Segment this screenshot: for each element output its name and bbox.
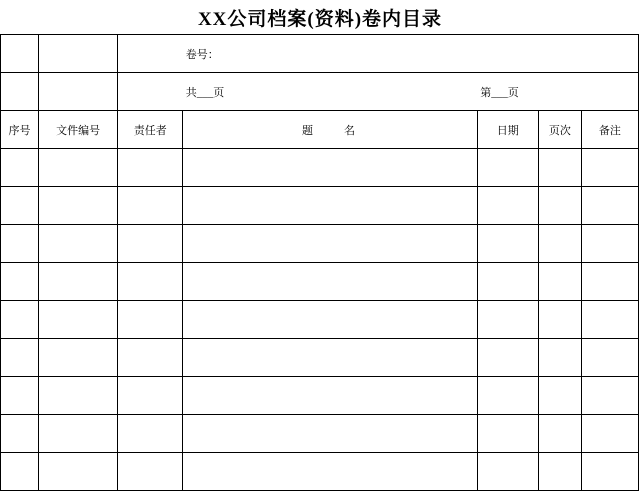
cell-seq[interactable] <box>1 187 39 225</box>
cell-remark[interactable] <box>581 301 638 339</box>
meta-cell-blank-1 <box>1 35 39 73</box>
meta2-cell-blank-5 <box>581 73 638 111</box>
cell-doc-no[interactable] <box>39 225 118 263</box>
cell-doc-no[interactable] <box>39 149 118 187</box>
header-title: 题 名 <box>183 111 477 149</box>
cell-owner[interactable] <box>118 377 183 415</box>
meta-cell-blank-2 <box>39 35 118 73</box>
cell-remark[interactable] <box>581 453 638 491</box>
cell-remark[interactable] <box>581 225 638 263</box>
cell-page[interactable] <box>538 339 581 377</box>
cell-date[interactable] <box>477 339 538 377</box>
cell-page[interactable] <box>538 301 581 339</box>
cell-seq[interactable] <box>1 377 39 415</box>
table-header-row <box>1 111 639 149</box>
cell-doc-no[interactable] <box>39 301 118 339</box>
cell-seq[interactable] <box>1 453 39 491</box>
cell-page[interactable] <box>538 225 581 263</box>
total-pages-label: 共___页 <box>183 73 477 111</box>
table-row[interactable] <box>1 377 639 415</box>
cell-seq[interactable] <box>1 301 39 339</box>
cell-date[interactable] <box>477 415 538 453</box>
table-row[interactable] <box>1 263 639 301</box>
table-row[interactable] <box>1 339 639 377</box>
header-date: 日期 <box>477 111 538 149</box>
cell-owner[interactable] <box>118 453 183 491</box>
meta-cell-blank-5 <box>538 35 581 73</box>
cell-page[interactable] <box>538 149 581 187</box>
cell-remark[interactable] <box>581 149 638 187</box>
meta-cell-blank-6 <box>581 35 638 73</box>
title-bar <box>0 0 640 34</box>
cell-remark[interactable] <box>581 187 638 225</box>
cell-seq[interactable] <box>1 149 39 187</box>
cell-date[interactable] <box>477 149 538 187</box>
cell-page[interactable] <box>538 187 581 225</box>
cell-date[interactable] <box>477 453 538 491</box>
cell-doc-no[interactable] <box>39 453 118 491</box>
cell-doc-no[interactable] <box>39 377 118 415</box>
cell-title[interactable] <box>183 263 477 301</box>
meta-row-volume <box>1 35 639 73</box>
cell-date[interactable] <box>477 187 538 225</box>
cell-remark[interactable] <box>581 339 638 377</box>
cell-doc-no[interactable] <box>39 339 118 377</box>
cell-owner[interactable] <box>118 149 183 187</box>
meta-cell-blank-3 <box>118 35 183 73</box>
cell-title[interactable] <box>183 415 477 453</box>
cell-date[interactable] <box>477 301 538 339</box>
cell-doc-no[interactable] <box>39 415 118 453</box>
table-row[interactable] <box>1 225 639 263</box>
table-row[interactable] <box>1 187 639 225</box>
cell-seq[interactable] <box>1 263 39 301</box>
cell-title[interactable] <box>183 225 477 263</box>
cell-page[interactable] <box>538 377 581 415</box>
table-row[interactable] <box>1 149 639 187</box>
page-title: XX公司档案(资料)卷内目录 <box>197 8 443 30</box>
header-owner: 责任者 <box>118 111 183 149</box>
header-doc-no: 文件编号 <box>39 111 118 149</box>
cell-title[interactable] <box>183 377 477 415</box>
header-remark: 备注 <box>581 111 638 149</box>
meta-cell-blank-4 <box>477 35 538 73</box>
cell-remark[interactable] <box>581 415 638 453</box>
cell-seq[interactable] <box>1 415 39 453</box>
cell-remark[interactable] <box>581 377 638 415</box>
meta-row-pages <box>1 73 639 111</box>
cell-seq[interactable] <box>1 225 39 263</box>
cell-doc-no[interactable] <box>39 263 118 301</box>
archive-index-table <box>0 34 639 491</box>
cell-owner[interactable] <box>118 263 183 301</box>
table-row[interactable] <box>1 301 639 339</box>
cell-title[interactable] <box>183 453 477 491</box>
cell-title[interactable] <box>183 187 477 225</box>
cell-owner[interactable] <box>118 339 183 377</box>
cell-owner[interactable] <box>118 301 183 339</box>
table-row[interactable] <box>1 453 639 491</box>
cell-seq[interactable] <box>1 339 39 377</box>
cell-title[interactable] <box>183 149 477 187</box>
meta2-cell-blank-1 <box>1 73 39 111</box>
cell-date[interactable] <box>477 263 538 301</box>
table-row[interactable] <box>1 415 639 453</box>
cell-title[interactable] <box>183 339 477 377</box>
cell-owner[interactable] <box>118 415 183 453</box>
meta2-cell-blank-3 <box>118 73 183 111</box>
cell-title[interactable] <box>183 301 477 339</box>
cell-date[interactable] <box>477 225 538 263</box>
cell-page[interactable] <box>538 415 581 453</box>
header-seq: 序号 <box>1 111 39 149</box>
cell-owner[interactable] <box>118 225 183 263</box>
meta2-cell-blank-4 <box>538 73 581 111</box>
page-no-label: 第___页 <box>477 73 538 111</box>
cell-page[interactable] <box>538 263 581 301</box>
cell-owner[interactable] <box>118 187 183 225</box>
cell-doc-no[interactable] <box>39 187 118 225</box>
volume-no-label: 卷号： <box>183 35 477 73</box>
header-page: 页次 <box>538 111 581 149</box>
cell-date[interactable] <box>477 377 538 415</box>
cell-remark[interactable] <box>581 263 638 301</box>
meta2-cell-blank-2 <box>39 73 118 111</box>
cell-page[interactable] <box>538 453 581 491</box>
